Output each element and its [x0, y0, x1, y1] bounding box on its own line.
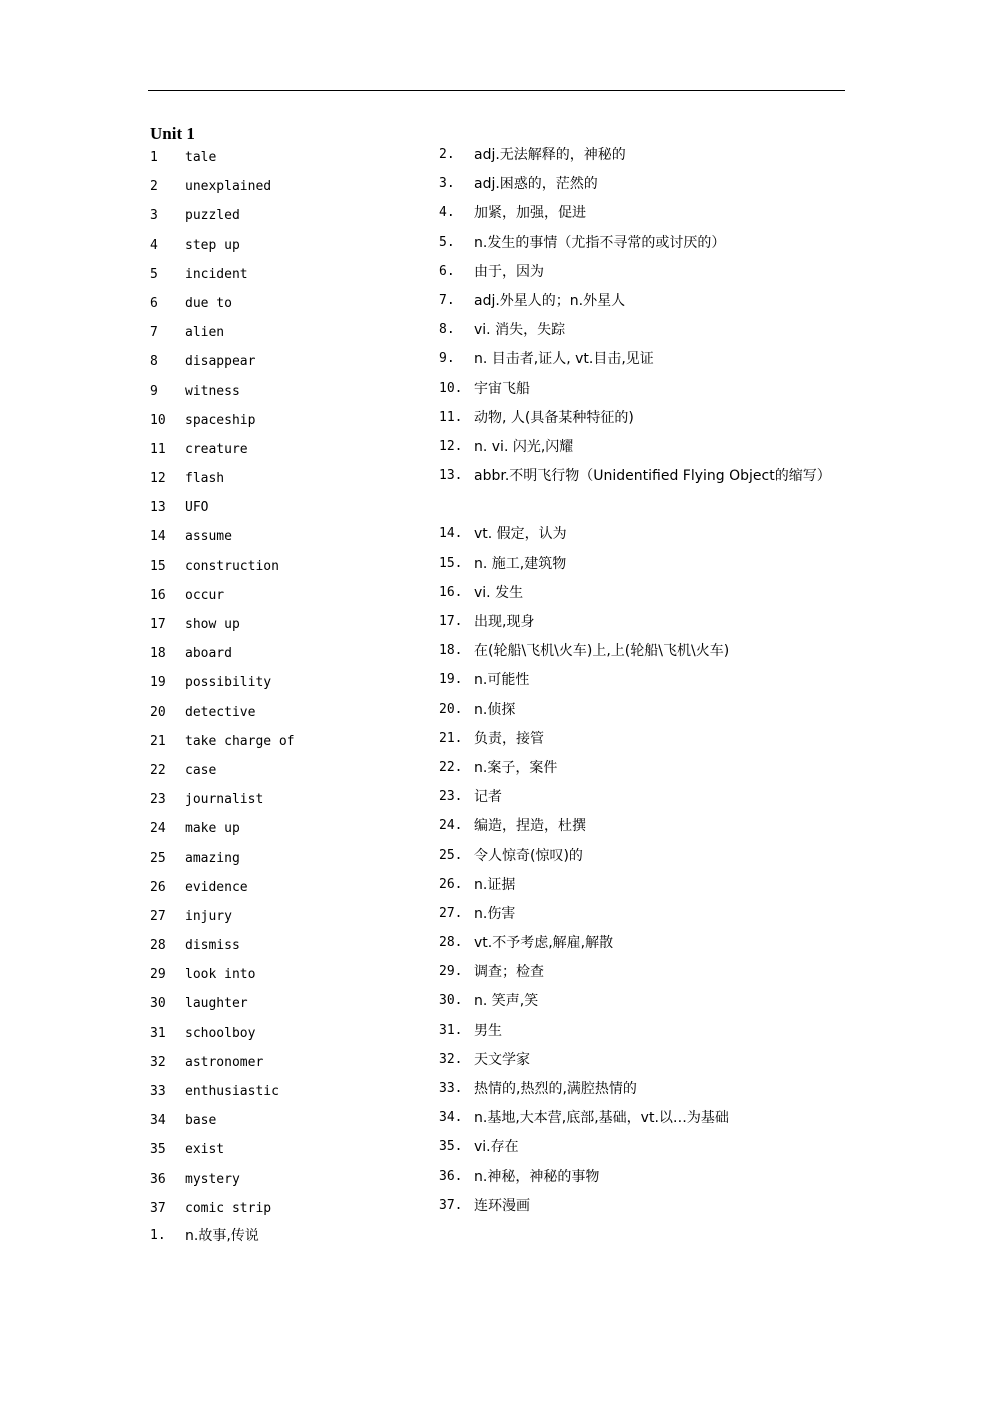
item-number: 27. — [439, 905, 463, 921]
item-word: amazing — [185, 850, 240, 866]
item-word: show up — [185, 617, 240, 632]
item-number: 6 — [150, 295, 158, 311]
word-list-item — [150, 1021, 430, 1050]
item-number: 22. — [439, 759, 463, 775]
meaning-list-item — [439, 259, 849, 288]
item-word: spaceship — [185, 412, 256, 428]
item-word: evidence — [185, 879, 248, 895]
word-list-item — [150, 1079, 430, 1108]
item-number: 30. — [439, 993, 463, 1009]
item-number: 12. — [439, 438, 463, 454]
item-meaning: n.发生的事情（尤指不寻常的或讨厌的） — [474, 234, 726, 251]
meaning-list-item — [439, 521, 849, 550]
meaning-list-item — [439, 843, 849, 872]
item-word: UFO — [185, 500, 209, 516]
meaning-list-item — [439, 434, 849, 463]
meaning-list-item — [439, 609, 849, 638]
meaning-list-item — [439, 988, 849, 1017]
item-number: 2. — [439, 147, 455, 162]
item-word: occur — [185, 587, 225, 603]
word-list-item — [150, 262, 430, 291]
item-number: 9. — [439, 351, 455, 367]
item-word: witness — [185, 383, 240, 399]
meaning-list-item — [439, 1193, 849, 1222]
item-number: 30 — [150, 996, 166, 1012]
item-number: 18. — [439, 643, 463, 659]
word-list-item — [150, 1196, 430, 1225]
item-word: exist — [185, 1142, 225, 1158]
word-list-item — [150, 933, 430, 962]
item-number: 16 — [150, 587, 166, 603]
item-number: 14 — [150, 529, 166, 545]
item-meaning: 动物, 人(具备某种特征的) — [474, 409, 634, 426]
word-list-item — [150, 349, 430, 378]
word-list-item — [150, 233, 430, 262]
item-meaning: 编造，捏造，杜撰 — [474, 818, 586, 835]
word-list-item — [150, 145, 430, 174]
meaning-list-item — [439, 697, 849, 726]
meaning-list-item — [439, 930, 849, 959]
item-meaning: 男生 — [474, 1022, 502, 1039]
word-list-item — [150, 203, 430, 232]
item-meaning: abbr.不明飞行物（Unidentified Flying Object的缩写） — [474, 468, 831, 485]
item-word: injury — [185, 908, 232, 924]
item-number: 8. — [439, 322, 455, 338]
item-number: 25 — [150, 850, 166, 866]
meaning-list-item — [439, 200, 849, 229]
item-number: 23 — [150, 792, 166, 808]
item-number: 35. — [439, 1139, 463, 1155]
vocabulary-meaning-list — [439, 142, 849, 1222]
item-meaning: vt.不予考虑,解雇,解散 — [474, 935, 614, 952]
item-number: 24 — [150, 821, 166, 837]
word-list-item — [150, 612, 430, 641]
meaning-list-item — [439, 755, 849, 784]
meaning-list-item — [439, 1047, 849, 1076]
item-word: unexplained — [185, 179, 272, 195]
item-number: 28 — [150, 938, 166, 954]
word-list-item — [150, 495, 430, 524]
item-word: astronomer — [185, 1054, 264, 1070]
meaning-list-item — [439, 346, 849, 375]
item-number: 7 — [150, 325, 158, 341]
item-number: 34. — [439, 1110, 463, 1126]
item-meaning: n.证据 — [474, 876, 516, 893]
item-number: 10. — [439, 380, 463, 396]
item-number: 5 — [150, 266, 158, 282]
item-number: 35 — [150, 1142, 166, 1158]
item-meaning: vt. 假定，认为 — [474, 526, 567, 543]
item-number: 31. — [439, 1022, 463, 1038]
item-number: 3 — [150, 208, 158, 224]
word-list-item — [150, 524, 430, 553]
word-list-item — [150, 787, 430, 816]
meaning-list-item — [439, 1164, 849, 1193]
meaning-list-item — [439, 901, 849, 930]
word-list-item — [150, 1167, 430, 1196]
meaning-list-item — [439, 288, 849, 317]
meaning-list-item — [439, 1105, 849, 1134]
item-word: due to — [185, 295, 232, 311]
item-meaning: n. 施工,建筑物 — [474, 555, 567, 572]
item-word: step up — [185, 237, 240, 253]
item-number: 36 — [150, 1171, 166, 1187]
item-meaning: 出现,现身 — [474, 614, 535, 631]
meaning-list-item — [439, 1134, 849, 1163]
item-word: make up — [185, 821, 240, 837]
item-meaning: 调查；检查 — [474, 964, 544, 981]
item-word: enthusiastic — [185, 1084, 279, 1099]
item-word: alien — [185, 325, 225, 341]
item-word: comic strip — [185, 1200, 272, 1216]
item-meaning: adj.外星人的；n.外星人 — [474, 292, 626, 309]
word-list-item — [150, 1108, 430, 1137]
item-meaning: n.案子，案件 — [474, 759, 558, 776]
item-number: 23. — [439, 789, 463, 805]
item-meaning: vi.存在 — [474, 1139, 519, 1156]
item-meaning: n.伤害 — [474, 905, 516, 922]
item-number: 1 — [150, 150, 158, 165]
item-meaning: vi. 发生 — [474, 584, 524, 601]
item-number: 4. — [439, 205, 455, 221]
item-meaning: 连环漫画 — [474, 1197, 530, 1214]
item-number: 21 — [150, 733, 166, 749]
meaning-list-item — [439, 230, 849, 259]
item-meaning: adj.困惑的，茫然的 — [474, 176, 598, 193]
meaning-list-item — [439, 551, 849, 580]
meaning-list-item — [439, 638, 849, 667]
item-number: 17. — [439, 614, 463, 630]
meaning-list-item — [439, 405, 849, 434]
item-number: 15. — [439, 555, 463, 571]
item-number: 3. — [439, 176, 455, 192]
word-list-item — [150, 1137, 430, 1166]
item-number: 17 — [150, 617, 166, 632]
item-number: 37 — [150, 1200, 166, 1216]
word-list-item — [150, 641, 430, 670]
item-number: 25. — [439, 847, 463, 863]
word-list-item — [150, 437, 430, 466]
item-meaning: n. vi. 闪光,闪耀 — [474, 438, 574, 455]
item-number: 1. — [150, 1228, 166, 1243]
word-list-item — [150, 1050, 430, 1079]
item-meaning: n. 目击者,证人, vt.目击,见证 — [474, 351, 654, 368]
item-number: 20. — [439, 701, 463, 717]
item-number: 4 — [150, 237, 158, 253]
item-word: puzzled — [185, 208, 240, 224]
item-word: assume — [185, 529, 232, 545]
word-list-item — [150, 320, 430, 349]
item-number: 16. — [439, 584, 463, 600]
item-meaning: n.侦探 — [474, 701, 516, 718]
word-list-item — [150, 962, 430, 991]
item-number: 33. — [439, 1081, 463, 1097]
item-number: 33 — [150, 1084, 166, 1099]
item-number: 31 — [150, 1025, 166, 1041]
item-number: 19 — [150, 675, 166, 691]
item-number: 37. — [439, 1197, 463, 1213]
meaning-list-item — [439, 463, 849, 521]
unit-title: Unit 1 — [150, 124, 195, 143]
word-list-item — [150, 174, 430, 203]
word-list-item — [150, 729, 430, 758]
meaning-list-item — [439, 959, 849, 988]
word-list-item — [150, 991, 430, 1020]
item-word: laughter — [185, 996, 248, 1012]
item-number: 6. — [439, 263, 455, 279]
header-rule — [148, 90, 845, 91]
item-number: 34 — [150, 1113, 166, 1129]
item-word: creature — [185, 441, 248, 457]
item-meaning: adj.无法解释的，神秘的 — [474, 147, 626, 163]
item-meaning: vi. 消失，失踪 — [474, 322, 566, 339]
item-word: construction — [185, 558, 279, 574]
item-word: detective — [185, 704, 256, 720]
word-list-item — [150, 846, 430, 875]
item-word: aboard — [185, 646, 232, 662]
item-meaning: 天文学家 — [474, 1051, 530, 1068]
item-meaning: 令人惊奇(惊叹)的 — [474, 847, 583, 864]
word-list-item — [150, 670, 430, 699]
word-list-item — [150, 875, 430, 904]
item-number: 26 — [150, 879, 166, 895]
item-number: 32 — [150, 1054, 166, 1070]
item-number: 24. — [439, 818, 463, 834]
item-number: 19. — [439, 672, 463, 688]
item-meaning: 加紧，加强，促进 — [474, 205, 586, 222]
word-list-item — [150, 700, 430, 729]
item-number: 14. — [439, 526, 463, 542]
vocabulary-word-list — [150, 145, 430, 1225]
word-list-item — [150, 816, 430, 845]
item-meaning: 宇宙飞船 — [474, 380, 530, 397]
item-meaning: 由于，因为 — [474, 263, 544, 280]
item-number: 18 — [150, 646, 166, 662]
item-word: possibility — [185, 675, 272, 691]
meaning-list-item — [439, 813, 849, 842]
item-word: mystery — [185, 1171, 240, 1187]
item-number: 2 — [150, 179, 158, 195]
item-meaning: n. 笑声,笑 — [474, 993, 539, 1010]
meaning-list-item — [439, 872, 849, 901]
item-number: 11 — [150, 441, 166, 457]
item-meaning: 记者 — [474, 789, 502, 806]
word-list-item — [150, 408, 430, 437]
meaning-list-item — [439, 580, 849, 609]
item-number: 27 — [150, 908, 166, 924]
trailing-meaning-item — [150, 1223, 259, 1249]
word-list-item — [150, 583, 430, 612]
item-number: 22 — [150, 762, 166, 778]
item-meaning: 热情的,热烈的,满腔热情的 — [474, 1081, 637, 1098]
item-number: 12 — [150, 471, 166, 487]
item-number: 29. — [439, 964, 463, 980]
item-meaning: n.可能性 — [474, 672, 530, 689]
meaning-list-item — [439, 784, 849, 813]
item-number: 28. — [439, 935, 463, 951]
item-meaning: n.故事,传说 — [185, 1228, 259, 1244]
item-word: look into — [185, 967, 256, 983]
item-word: schoolboy — [185, 1025, 256, 1041]
item-number: 10 — [150, 412, 166, 428]
item-word: flash — [185, 471, 225, 487]
meaning-list-item — [439, 171, 849, 200]
item-number: 13 — [150, 500, 166, 516]
item-meaning: 负责，接管 — [474, 730, 544, 747]
meaning-list-item — [439, 317, 849, 346]
item-word: case — [185, 762, 217, 778]
word-list-item — [150, 466, 430, 495]
item-word: journalist — [185, 792, 264, 808]
item-word: disappear — [185, 354, 256, 370]
item-number: 8 — [150, 354, 158, 370]
item-word: tale — [185, 150, 217, 165]
meaning-list-item — [439, 1018, 849, 1047]
word-list-item — [150, 379, 430, 408]
item-number: 11. — [439, 409, 463, 425]
item-number: 15 — [150, 558, 166, 574]
item-number: 7. — [439, 292, 455, 308]
item-number: 5. — [439, 234, 455, 250]
item-number: 9 — [150, 383, 158, 399]
item-number: 32. — [439, 1051, 463, 1067]
word-list-item — [150, 554, 430, 583]
meaning-list-item — [439, 726, 849, 755]
item-meaning: n.神秘，神秘的事物 — [474, 1168, 600, 1185]
word-list-item — [150, 758, 430, 787]
meaning-list-item — [439, 376, 849, 405]
item-number: 26. — [439, 876, 463, 892]
item-meaning: 在(轮船\飞机\火车)上,上(轮船\飞机\火车) — [474, 643, 730, 660]
item-meaning: n.基地,大本营,底部,基础，vt.以…为基础 — [474, 1110, 729, 1127]
meaning-list-item — [439, 1076, 849, 1105]
item-word: take charge of — [185, 733, 295, 749]
meaning-list-item — [439, 142, 849, 171]
meaning-list-item — [439, 667, 849, 696]
item-word: base — [185, 1113, 217, 1129]
item-number: 20 — [150, 704, 166, 720]
item-number: 13. — [439, 468, 463, 484]
word-list-item — [150, 291, 430, 320]
word-list-item — [150, 904, 430, 933]
item-number: 21. — [439, 730, 463, 746]
item-word: dismiss — [185, 938, 240, 954]
item-word: incident — [185, 266, 248, 282]
item-number: 36. — [439, 1168, 463, 1184]
item-number: 29 — [150, 967, 166, 983]
